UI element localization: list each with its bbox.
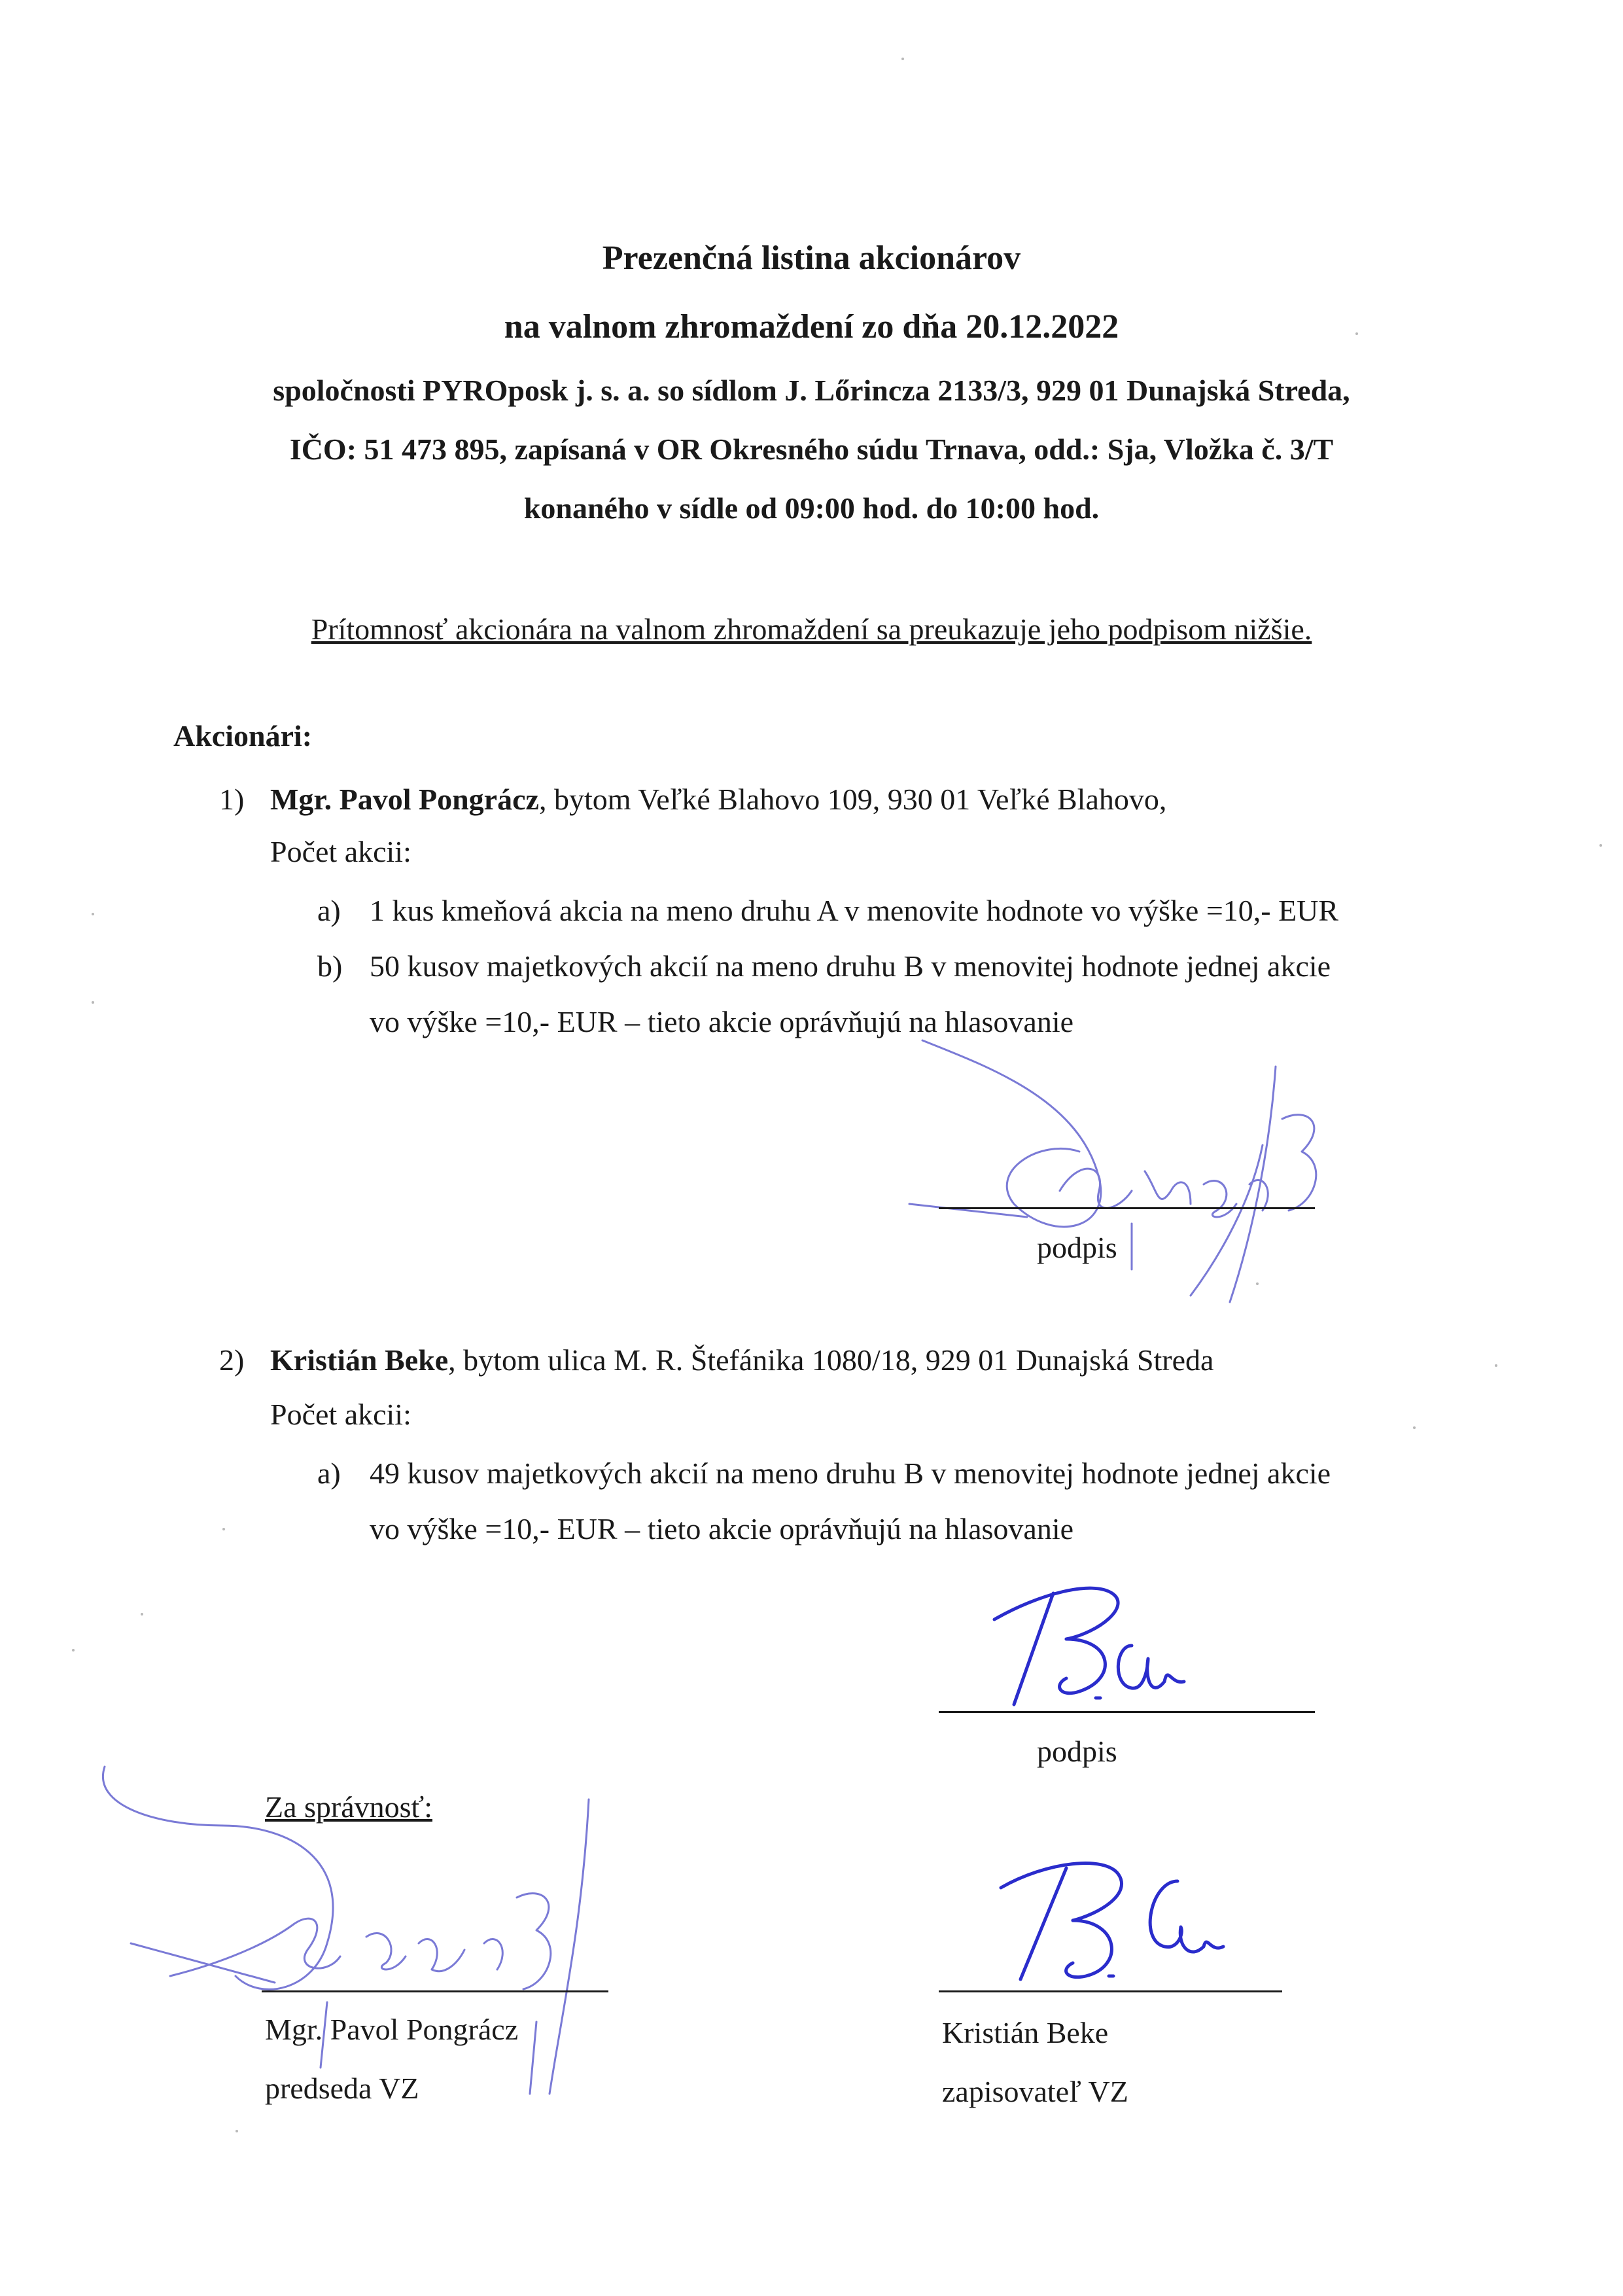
signature-label: podpis <box>1037 1735 1117 1768</box>
share-item-text: 50 kusov majetkových akcií na meno druhu B v menovitej hodnote jednej akcie <box>370 949 1331 983</box>
shares-label: Počet akcii: <box>270 1398 411 1431</box>
share-item-letter: a) <box>317 1457 341 1490</box>
scan-speck <box>92 1001 94 1004</box>
registration-line: IČO: 51 473 895, zapísaná v OR Okresného súdu Trnava, odd.: Sja, Vložka č. 3/T <box>289 433 1334 466</box>
shareholder-number: 2) <box>219 1343 245 1377</box>
document-title: Prezenčná listina akcionárov <box>602 239 1021 277</box>
chair-role: predseda VZ <box>265 2072 419 2105</box>
recorder-role: zapisovateľ VZ <box>942 2075 1128 2108</box>
shareholder-address: , bytom ulica M. R. Štefánika 1080/18, 929 01 Dunajská Streda <box>448 1343 1214 1377</box>
scan-speck <box>1256 1282 1259 1285</box>
shareholder-address: , bytom Veľké Blahovo 109, 930 01 Veľké Blahovo, <box>538 783 1167 816</box>
scan-speck <box>1599 844 1602 847</box>
shares-label: Počet akcii: <box>270 835 411 868</box>
meeting-time-line: konaného v sídle od 09:00 hod. do 10:00 hod. <box>523 491 1100 525</box>
shareholders-heading: Akcionári: <box>173 719 313 752</box>
company-line: spoločnosti PYROposk j. s. a. so sídlom J. Lőrincza 2133/3, 929 01 Dunajská Streda, <box>273 374 1350 407</box>
signature-line <box>939 1711 1315 1713</box>
share-item-text-continued: vo výške =10,- EUR – tieto akcie oprávňujú na hlasovanie <box>370 1005 1074 1038</box>
correctness-label: Za správnosť: <box>265 1790 432 1824</box>
scan-speck <box>72 1649 75 1651</box>
share-item-text-continued: vo výške =10,- EUR – tieto akcie oprávňujú na hlasovanie <box>370 1512 1074 1545</box>
chair-signature-line <box>262 1990 608 1992</box>
beke-signature <box>981 1567 1230 1718</box>
shareholder-entry <box>270 782 1166 817</box>
share-item-letter: a) <box>317 894 341 927</box>
shareholder-name: Mgr. Pavol Pongrácz <box>270 783 539 816</box>
share-item-letter: b) <box>317 949 343 983</box>
scan-speck <box>141 1613 143 1616</box>
scan-speck <box>1495 1364 1497 1367</box>
recorder-name: Kristián Beke <box>942 2016 1109 2049</box>
recorder-signature <box>981 1842 1243 1992</box>
scan-speck <box>1413 1426 1416 1429</box>
attendance-notice: Prítomnosť akcionára na valnom zhromaždení sa preukazuje jeho podpisom nižšie. <box>311 612 1312 646</box>
shareholder-number: 1) <box>219 783 245 816</box>
scan-speck <box>92 913 94 915</box>
share-item-text: 1 kus kmeňová akcia na meno druhu A v menovite hodnote vo výške =10,- EUR <box>370 894 1339 927</box>
signature-line <box>939 1207 1315 1209</box>
scan-speck <box>901 58 904 60</box>
share-item-text: 49 kusov majetkových akcií na meno druhu B v menovitej hodnote jednej akcie <box>370 1457 1331 1490</box>
scan-speck <box>222 1528 225 1530</box>
chair-name: Mgr. Pavol Pongrácz <box>265 2013 519 2046</box>
recorder-signature-line <box>939 1990 1282 1992</box>
scan-speck <box>236 2130 238 2132</box>
shareholder-entry <box>270 1343 1213 1377</box>
meeting-date-line: na valnom zhromaždení zo dňa 20.12.2022 <box>504 308 1119 345</box>
chair-signature <box>79 1727 615 2120</box>
scan-speck <box>1355 332 1358 335</box>
signature-label: podpis <box>1037 1231 1117 1264</box>
shareholder-name: Kristián Beke <box>270 1343 449 1377</box>
